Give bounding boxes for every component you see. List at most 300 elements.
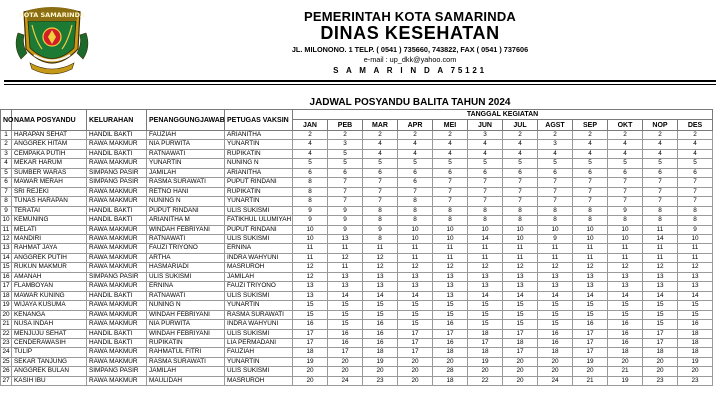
schedule-date-cell: 11 (643, 244, 678, 253)
schedule-date-cell: 16 (538, 338, 573, 347)
schedule-date-cell: 5 (643, 159, 678, 168)
schedule-date-cell: 13 (433, 272, 468, 281)
schedule-date-cell: 15 (643, 301, 678, 310)
schedule-date-cell: 14 (363, 291, 398, 300)
table-row (1, 187, 713, 196)
schedule-date-cell: 11 (363, 244, 398, 253)
row-number: 3 (1, 149, 12, 158)
schedule-date-cell: 21 (573, 376, 608, 385)
schedule-date-cell: 6 (363, 168, 398, 177)
schedule-date-cell: 9 (293, 206, 328, 215)
row-number: 8 (1, 197, 12, 206)
schedule-date-cell: 2 (363, 131, 398, 140)
svg-text:KOTA SAMARINDA: KOTA SAMARINDA (19, 11, 85, 19)
schedule-date-cell: 8 (398, 216, 433, 225)
schedule-date-cell: 9 (328, 206, 363, 215)
schedule-date-cell: 19 (678, 357, 713, 366)
schedule-date-cell: 7 (643, 187, 678, 196)
schedule-date-cell: 7 (328, 187, 363, 196)
schedule-date-cell: 15 (538, 320, 573, 329)
posyandu-name: ANGGREK HITAM (12, 140, 87, 149)
kelurahan-name: HANDIL BAKTI (87, 291, 147, 300)
penanggungjawab-name: NUNING N (147, 197, 225, 206)
schedule-date-cell: 8 (643, 206, 678, 215)
kelurahan-name: HANDIL BAKTI (87, 206, 147, 215)
schedule-date-cell: 6 (503, 168, 538, 177)
table-row (1, 320, 713, 329)
kelurahan-name: RAWA MAKMUR (87, 376, 147, 385)
col-header-month: PEB (328, 120, 363, 131)
schedule-date-cell: 10 (678, 234, 713, 243)
schedule-date-cell: 8 (363, 216, 398, 225)
schedule-date-cell: 23 (643, 376, 678, 385)
row-number: 25 (2, 357, 10, 365)
col-header-month: SEP (573, 120, 608, 131)
schedule-date-cell: 16 (328, 338, 363, 347)
schedule-date-cell: 17 (573, 329, 608, 338)
schedule-date-cell: 14 (468, 234, 503, 243)
schedule-date-cell: 5 (468, 159, 503, 168)
schedule-date-cell: 14 (608, 291, 643, 300)
schedule-date-cell: 11 (608, 253, 643, 262)
schedule-date-cell: 15 (363, 301, 398, 310)
col-header-no: NO (1, 110, 12, 131)
schedule-date-cell: 17 (398, 338, 433, 347)
penanggungjawab-name: WINDAH FEBRIYANI (147, 310, 225, 319)
schedule-date-cell: 4 (293, 149, 328, 158)
schedule-date-cell: 3 (328, 140, 363, 149)
row-number: 6 (1, 178, 12, 187)
schedule-date-cell: 10 (398, 225, 433, 234)
schedule-date-cell: 16 (293, 320, 328, 329)
schedule-date-cell: 8 (363, 206, 398, 215)
schedule-date-cell: 18 (608, 348, 643, 357)
row-number: 17 (2, 282, 10, 290)
row-number: 27 (2, 376, 10, 384)
schedule-date-cell: 23 (678, 376, 713, 385)
schedule-date-cell: 17 (503, 329, 538, 338)
col-header-posyandu: NAMA POSYANDU (12, 110, 87, 131)
kelurahan-name: RAWA MAKMUR (87, 253, 147, 262)
schedule-date-cell: 11 (503, 253, 538, 262)
kelurahan-name: RAWA MAKMUR (87, 140, 147, 149)
schedule-date-cell: 13 (643, 272, 678, 281)
row-number: 2 (1, 140, 12, 149)
schedule-date-cell: 6 (538, 168, 573, 177)
schedule-date-cell: 13 (678, 272, 713, 281)
schedule-date-cell: 8 (573, 206, 608, 215)
penanggungjawab-name: MAULIDAH (147, 376, 225, 385)
posyandu-name: KASIH IBU (12, 376, 87, 385)
posyandu-name: ANGGREK PUTIH (12, 253, 87, 262)
schedule-date-cell: 13 (328, 272, 363, 281)
schedule-date-cell: 8 (573, 216, 608, 225)
schedule-date-cell: 13 (468, 282, 503, 291)
schedule-date-cell: 4 (433, 149, 468, 158)
schedule-date-cell: 12 (363, 263, 398, 272)
schedule-date-cell: 5 (433, 159, 468, 168)
schedule-date-cell: 8 (398, 206, 433, 215)
schedule-date-cell: 20 (398, 367, 433, 376)
schedule-date-cell: 14 (643, 291, 678, 300)
schedule-date-cell: 7 (328, 178, 363, 187)
posyandu-name: TERATAI (12, 206, 87, 215)
schedule-date-cell: 4 (503, 140, 538, 149)
schedule-date-cell: 7 (573, 178, 608, 187)
schedule-date-cell: 11 (538, 253, 573, 262)
petugas-vaksin-name: ULIS SUKISMI (225, 234, 293, 243)
schedule-date-cell: 20 (538, 367, 573, 376)
schedule-date-cell: 6 (398, 178, 433, 187)
schedule-date-cell: 15 (643, 310, 678, 319)
schedule-date-cell: 10 (573, 225, 608, 234)
schedule-date-cell: 16 (608, 338, 643, 347)
schedule-date-cell: 15 (328, 301, 363, 310)
schedule-date-cell: 2 (503, 131, 538, 140)
schedule-date-cell: 13 (398, 272, 433, 281)
schedule-date-cell: 17 (293, 338, 328, 347)
schedule-date-cell: 7 (328, 197, 363, 206)
schedule-date-cell: 8 (293, 197, 328, 206)
schedule-date-cell: 7 (538, 178, 573, 187)
schedule-date-cell: 20 (643, 367, 678, 376)
table-row (1, 282, 713, 291)
schedule-date-cell: 24 (328, 376, 363, 385)
penanggungjawab-name: RATNAWATI (147, 291, 225, 300)
schedule-date-cell: 3 (538, 140, 573, 149)
schedule-date-cell: 15 (678, 310, 713, 319)
petugas-vaksin-name: MASRUROH (225, 376, 293, 385)
petugas-vaksin-name: JAMILAH (225, 272, 293, 281)
table-row (1, 291, 713, 300)
petugas-vaksin-name: YUNARTIN (225, 140, 293, 149)
penanggungjawab-name: JAMILAH (147, 168, 225, 177)
schedule-date-cell: 6 (608, 168, 643, 177)
schedule-date-cell: 20 (643, 357, 678, 366)
col-header-penanggungjawab: PENANGGUNGJAWAB (147, 110, 225, 131)
schedule-date-cell: 15 (468, 301, 503, 310)
schedule-date-cell: 13 (433, 291, 468, 300)
schedule-date-cell: 5 (573, 159, 608, 168)
schedule-date-cell: 15 (503, 301, 538, 310)
penanggungjawab-name: RATNAWATI (147, 234, 225, 243)
petugas-vaksin-name: ARIANITHA (225, 131, 293, 140)
table-row (1, 376, 713, 385)
schedule-date-cell: 19 (573, 357, 608, 366)
kelurahan-name: RAWA MAKMUR (87, 310, 147, 319)
posyandu-name: WIJAYA KUSUMA (12, 301, 87, 310)
schedule-date-cell: 4 (503, 149, 538, 158)
agency-address: JL. MILONONO. 1 TELP. ( 0541 ) 735660, 743822, FAX ( 0541 ) 737606 (291, 45, 529, 54)
schedule-date-cell: 5 (678, 159, 713, 168)
schedule-date-cell: 7 (468, 197, 503, 206)
schedule-date-cell: 18 (503, 338, 538, 347)
schedule-date-cell: 18 (678, 348, 713, 357)
schedule-date-cell: 2 (538, 131, 573, 140)
petugas-vaksin-name: MASRUROH (225, 263, 293, 272)
posyandu-name: KEMUNING (12, 216, 87, 225)
schedule-date-cell: 12 (678, 263, 713, 272)
schedule-date-cell: 7 (363, 187, 398, 196)
schedule-date-cell: 9 (328, 216, 363, 225)
schedule-date-cell: 4 (398, 149, 433, 158)
table-row (1, 310, 713, 319)
penanggungjawab-name: FAUZIAH (147, 131, 225, 140)
kelurahan-name: RAWA MAKMUR (87, 197, 147, 206)
schedule-date-cell: 20 (433, 357, 468, 366)
schedule-date-cell: 16 (678, 320, 713, 329)
schedule-date-cell: 2 (398, 131, 433, 140)
schedule-date-cell: 13 (468, 272, 503, 281)
schedule-date-cell: 15 (468, 310, 503, 319)
agency-city: S A M A R I N D A 75121 (333, 66, 487, 75)
posyandu-name: CENDERAWASIH (12, 338, 87, 347)
schedule-date-cell: 5 (538, 159, 573, 168)
col-header-petugas-vaksin: PETUGAS VAKSIN (225, 110, 293, 131)
kelurahan-name: HANDIL BAKTI (87, 131, 147, 140)
schedule-date-cell: 7 (573, 197, 608, 206)
schedule-date-cell: 5 (503, 159, 538, 168)
table-row (1, 159, 713, 168)
schedule-date-cell: 7 (678, 187, 713, 196)
schedule-date-cell: 13 (293, 291, 328, 300)
schedule-date-cell: 20 (538, 357, 573, 366)
schedule-date-cell: 7 (433, 197, 468, 206)
petugas-vaksin-name: LIA PERMADANI (225, 338, 293, 347)
schedule-date-cell: 16 (608, 329, 643, 338)
kelurahan-name: HANDIL BAKTI (87, 338, 147, 347)
posyandu-name: AMANAH (12, 272, 87, 281)
petugas-vaksin-name: ULIS SUKISMI (225, 206, 293, 215)
posyandu-name: TULIP (12, 348, 87, 357)
schedule-date-cell: 8 (433, 206, 468, 215)
schedule-date-cell: 14 (643, 234, 678, 243)
posyandu-name: MAWAR KUNING (12, 291, 87, 300)
penanggungjawab-name: FAUZI TRIYONO (147, 244, 225, 253)
kelurahan-name: RAWA MAKMUR (87, 348, 147, 357)
row-number: 16 (2, 272, 10, 280)
col-header-tanggal-kegiatan: TANGGAL KEGIATAN (293, 110, 713, 120)
schedule-date-cell: 11 (678, 244, 713, 253)
schedule-date-cell: 2 (608, 131, 643, 140)
schedule-date-cell: 13 (363, 282, 398, 291)
schedule-date-cell: 16 (433, 320, 468, 329)
schedule-date-cell: 15 (433, 310, 468, 319)
posyandu-name: MAWAR MERAH (12, 178, 87, 187)
table-row (1, 329, 713, 338)
row-number: 24 (2, 348, 10, 356)
schedule-date-cell: 11 (538, 244, 573, 253)
schedule-date-cell: 20 (328, 357, 363, 366)
schedule-date-cell: 9 (538, 234, 573, 243)
row-number: 14 (2, 253, 10, 261)
schedule-date-cell: 7 (503, 197, 538, 206)
col-header-month: MAR (363, 120, 398, 131)
row-number: 19 (2, 301, 10, 309)
schedule-date-cell: 5 (608, 159, 643, 168)
table-row (1, 244, 713, 253)
schedule-date-cell: 15 (503, 320, 538, 329)
schedule-date-cell: 6 (398, 168, 433, 177)
schedule-date-cell: 8 (468, 206, 503, 215)
schedule-date-cell: 20 (503, 357, 538, 366)
schedule-date-cell: 15 (398, 310, 433, 319)
schedule-date-cell: 13 (503, 282, 538, 291)
kelurahan-name: RAWA MAKMUR (87, 301, 147, 310)
petugas-vaksin-name: INDRA WAHYUNI (225, 320, 293, 329)
schedule-date-cell: 5 (293, 159, 328, 168)
schedule-date-cell: 9 (608, 206, 643, 215)
schedule-date-cell: 7 (398, 187, 433, 196)
table-row (1, 206, 713, 215)
schedule-date-cell: 11 (433, 244, 468, 253)
posyandu-name: MENJUJU SEHAT (12, 329, 87, 338)
schedule-date-cell: 12 (433, 263, 468, 272)
samarinda-city-emblem-icon (12, 3, 92, 79)
schedule-date-cell: 13 (608, 272, 643, 281)
letterhead-rule-thin (4, 84, 716, 85)
kelurahan-name: RAWA MAKMUR (87, 244, 147, 253)
col-header-month: JUL (503, 120, 538, 131)
col-header-month: OKT (608, 120, 643, 131)
schedule-date-cell: 15 (503, 310, 538, 319)
penanggungjawab-name: RETNO HANI (147, 187, 225, 196)
schedule-date-cell: 15 (363, 310, 398, 319)
schedule-date-cell: 13 (363, 272, 398, 281)
schedule-date-cell: 14 (328, 291, 363, 300)
table-row (1, 178, 713, 187)
schedule-date-cell: 15 (398, 301, 433, 310)
schedule-date-cell: 4 (573, 149, 608, 158)
posyandu-name: MANDIRI (12, 234, 87, 243)
table-row (1, 197, 713, 206)
schedule-date-cell: 8 (293, 187, 328, 196)
schedule-date-cell: 13 (678, 282, 713, 291)
row-number: 11 (1, 225, 12, 234)
schedule-date-cell: 14 (538, 291, 573, 300)
schedule-date-cell: 15 (538, 301, 573, 310)
row-number: 4 (1, 159, 12, 168)
kelurahan-name: RAWA MAKMUR (87, 187, 147, 196)
schedule-date-cell: 4 (363, 140, 398, 149)
col-header-month: JUN (468, 120, 503, 131)
kelurahan-name: SIMPANG PASIR (87, 168, 147, 177)
schedule-date-cell: 8 (363, 234, 398, 243)
col-header-month: AGST (538, 120, 573, 131)
table-row (1, 272, 713, 281)
schedule-date-cell: 9 (293, 216, 328, 225)
posyandu-name: ANGGREK BULAN (12, 367, 87, 376)
schedule-date-cell: 7 (608, 178, 643, 187)
table-row (1, 338, 713, 347)
schedule-date-cell: 20 (293, 367, 328, 376)
schedule-date-cell: 15 (678, 301, 713, 310)
petugas-vaksin-name: ULIS SUKISMI (225, 329, 293, 338)
schedule-date-cell: 17 (293, 329, 328, 338)
schedule-date-cell: 7 (433, 187, 468, 196)
schedule-date-cell: 15 (293, 310, 328, 319)
table-row (1, 301, 713, 310)
schedule-date-cell: 4 (678, 149, 713, 158)
schedule-date-cell: 13 (573, 272, 608, 281)
schedule-date-cell: 20 (293, 376, 328, 385)
schedule-date-cell: 11 (608, 244, 643, 253)
schedule-date-cell: 15 (433, 301, 468, 310)
kelurahan-name: RAWA MAKMUR (87, 263, 147, 272)
schedule-date-cell: 8 (538, 216, 573, 225)
schedule-date-cell: 11 (328, 244, 363, 253)
schedule-date-cell: 7 (643, 197, 678, 206)
schedule-date-cell: 12 (503, 263, 538, 272)
schedule-date-cell: 4 (608, 149, 643, 158)
penanggungjawab-name: RUPIKATIN (147, 338, 225, 347)
table-row (1, 225, 713, 234)
penanggungjawab-name: RASMA SURAWATI (147, 357, 225, 366)
penanggungjawab-name: ERNINA (147, 282, 225, 291)
schedule-date-cell: 18 (293, 348, 328, 357)
table-row (1, 357, 713, 366)
schedule-date-cell: 11 (468, 244, 503, 253)
schedule-date-cell: 7 (573, 187, 608, 196)
schedule-date-cell: 7 (433, 178, 468, 187)
schedule-date-cell: 7 (538, 197, 573, 206)
schedule-date-cell: 10 (608, 225, 643, 234)
schedule-date-cell: 11 (328, 263, 363, 272)
schedule-date-cell: 10 (538, 225, 573, 234)
schedule-date-cell: 15 (573, 310, 608, 319)
col-header-month: NOP (643, 120, 678, 131)
kelurahan-name: HANDIL BAKTI (87, 329, 147, 338)
schedule-date-cell: 18 (678, 338, 713, 347)
schedule-date-cell: 13 (573, 282, 608, 291)
schedule-date-cell: 4 (608, 140, 643, 149)
petugas-vaksin-name: ARIANITHA (225, 168, 293, 177)
schedule-date-cell: 12 (328, 253, 363, 262)
posyandu-name: SRI REJEKI (12, 187, 87, 196)
schedule-date-cell: 2 (328, 131, 363, 140)
schedule-date-cell: 4 (468, 140, 503, 149)
schedule-date-cell: 11 (398, 253, 433, 262)
schedule-date-cell: 10 (398, 234, 433, 243)
schedule-date-cell: 4 (398, 140, 433, 149)
letterhead-rule-thick (4, 80, 716, 82)
schedule-date-cell: 4 (293, 140, 328, 149)
schedule-date-cell: 15 (608, 310, 643, 319)
schedule-date-cell: 7 (678, 197, 713, 206)
schedule-date-cell: 7 (643, 178, 678, 187)
schedule-date-cell: 19 (468, 357, 503, 366)
row-number: 21 (2, 320, 10, 328)
schedule-date-cell: 12 (538, 263, 573, 272)
schedule-date-cell: 18 (643, 348, 678, 357)
government-name: PEMERINTAH KOTA SAMARINDA (303, 9, 517, 24)
schedule-date-cell: 13 (328, 234, 363, 243)
petugas-vaksin-name: YUNARTIN (225, 301, 293, 310)
schedule-date-cell: 17 (643, 329, 678, 338)
schedule-date-cell: 14 (503, 291, 538, 300)
schedule-date-cell: 16 (433, 338, 468, 347)
row-number: 12 (2, 234, 10, 242)
schedule-date-cell: 3 (468, 131, 503, 140)
posyandu-name: MELATI (12, 225, 87, 234)
schedule-date-cell: 17 (573, 348, 608, 357)
kelurahan-name: RAWA MAKMUR (87, 282, 147, 291)
penanggungjawab-name: YUNARTIN (147, 159, 225, 168)
table-row (1, 367, 713, 376)
schedule-date-cell: 2 (433, 131, 468, 140)
penanggungjawab-name: RAHMATUL FITRI (147, 348, 225, 357)
schedule-date-cell: 10 (293, 225, 328, 234)
